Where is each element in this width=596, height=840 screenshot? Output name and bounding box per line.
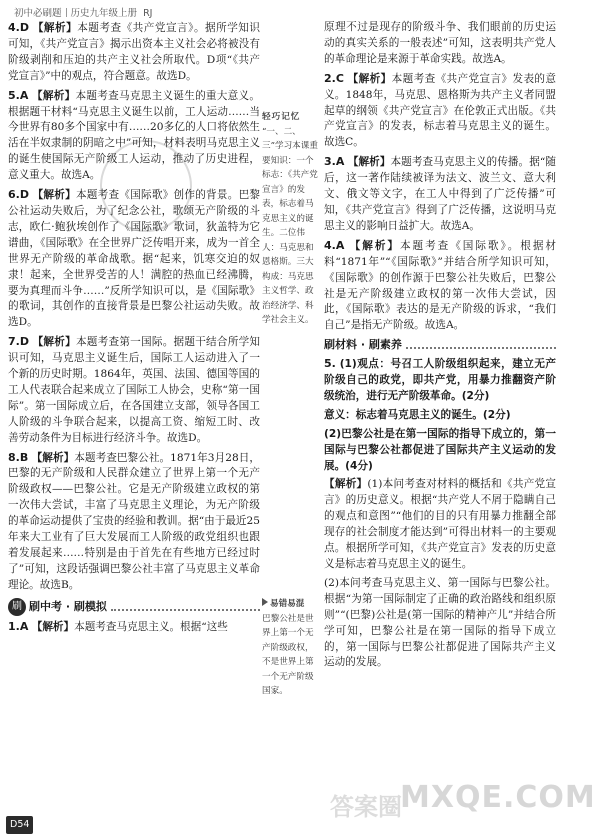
section-banner <box>8 598 260 616</box>
answer-p1b: 意义：标志着马克思主义的诞生。(2分) <box>324 408 511 421</box>
answer-item <box>8 187 260 331</box>
analysis-block <box>324 477 556 572</box>
answer-item <box>8 20 260 85</box>
answer-text: 本题考查马克思主义诞生的重大意义。根据题干材料“马克思主义诞生以前，工人运动……当今世界有80多个国家中有……20多亿的人口将依然生活在半奴隶制的阴暗之中”可知，材料表明马克思主义的诞生使国际无产阶级工人运动，推动了历史进程，意义重大。故选A。 <box>8 89 261 182</box>
answer-number: 5.A <box>8 88 29 102</box>
analysis-tag: 【解析】 <box>31 620 75 633</box>
answer-text: 本题考查马克思主义。根据“这些 <box>74 620 228 633</box>
answer-number: 1.A <box>8 619 29 633</box>
error-note <box>262 597 322 699</box>
dotted-divider <box>406 347 556 349</box>
watermark-text-top: 答案圈 <box>330 793 402 821</box>
answer-number: 6.D <box>8 188 29 202</box>
answer-number: 4.D <box>8 21 29 34</box>
answer-text: 原理不过是现存的阶级斗争、我们眼前的历史运动的真实关系的一般表述”可知，这表明共产党人的革命理论是来源于革命实践。故选A。 <box>324 21 556 65</box>
analysis-tag: 【解析】 <box>32 22 78 34</box>
answer-number: 4.A <box>324 238 345 252</box>
answer-item <box>8 450 260 594</box>
analysis-tag: 【解析】 <box>32 336 76 349</box>
answer-item <box>8 619 260 636</box>
answer-number: 3.A <box>324 155 345 169</box>
analysis-tag: 【解析】 <box>347 72 392 85</box>
arrow-icon <box>262 598 268 606</box>
analysis-tag: 【解析】 <box>32 89 76 102</box>
answer-number: 5. <box>324 357 336 371</box>
answer-text: 本题考查《国际歌》创作的背景。巴黎公社运动失败后，为了纪念公社，歌颂无产阶级的斗志，欧仁·鲍狄埃创作了《国际歌》歌词，狄盖特为它谱曲，《国际歌》在全世界广泛传唱开来，成为一首全世界无产阶级的革命战歌。据“起来，饥寒交迫的奴隶！起来，全世界受苦的人！满腔的热血已经沸腾，要为真理而斗争……”反所学知识可以，是《国际歌》的歌词，其创作的直接背景是巴黎公社运动失败。故选D。 <box>8 189 261 329</box>
analysis-tag: 【解析】 <box>349 239 400 252</box>
material-section-title: 刷材料 · 刷素养 <box>324 337 556 353</box>
note-title: 轻巧记忆 <box>262 112 301 122</box>
right-column <box>324 20 556 674</box>
answer-text: 本题考查《共产党宣言》发表的意义。1848年，马克思、恩格斯为共产主义者同盟起草的纲领《共产党宣言》在伦敦正式出版。《共产党宣言》的发表，标志着马克思主义的诞生。故选C。 <box>324 72 557 149</box>
answer-p1-label: (1)观点： <box>339 358 391 371</box>
dotted-divider <box>111 609 260 611</box>
left-column <box>8 20 260 639</box>
answer-number: 7.D <box>8 335 29 349</box>
analysis-tag: 【解析】 <box>32 189 76 202</box>
side-notes <box>262 110 322 334</box>
analysis-tag: 【解析】 <box>347 156 391 169</box>
answer-text: 本题考查《国际歌》。根据材料“1871年”“《国际歌》”并结合所学知识可知，《国际歌》的创作源于巴黎公社失败后，巴黎公社是无产阶级建立政权的第一次伟大尝试，因此，《国际歌》表达的是无产阶级的诉求，“我们自己”是指无产阶级。故选A。 <box>324 239 556 332</box>
analysis-block-2: (2)本问考查马克思主义、第一国际与巴黎公社。根据“为第一国际制定了正确的政治路线和组织原则”“(巴黎)公社是(第一国际的精神产儿”并结合所学可知，巴黎公社是在第一国际的指导下成立的，第一国际与巴黎公社都促进了国际共产主义运动的发展。 <box>324 576 556 669</box>
analysis-tag: 【解析】 <box>324 478 368 491</box>
answer-p2: (2)巴黎公社是在第一国际的指导下成立的，第一国际与巴黎公社都促进了国际共产主义运动的发展。(4分) <box>324 427 556 472</box>
answer-text: 本题考查巴黎公社。1871年3月28日，巴黎的无产阶级和人民群众建立了世界上第一个无产阶级政权——巴黎公社。它是无产阶级建立政权的第一次伟大尝试，丰富了马克思主义理论，为无产阶级的革命运动提供了宝贵的经验和教训。据“由于最近25年来大工业有了巨大发展而工人阶级的政党组织也跟着发展起来……特别是由于首先在有些地方已经过时了”可知，这段话强调巴黎公社丰富了马克思主义革命理论。故选B。 <box>8 451 261 591</box>
answer-item <box>324 356 556 405</box>
answer-number: 8.B <box>8 450 29 464</box>
answer-continuation <box>324 20 556 68</box>
answer-text: 本题考查第一国际。据题干结合所学知识可知，马克思主义诞生后，国际工人运动进入了一个新的历史时期。1864年，英国、法国、德国等国的工人代表联合起来成立了国际工人协会，史称“第一国际”。第一国际成立后，在各国建立支部，领导各国工人阶级的斗争联合起来，以提高工资、缩短工时、改善劳动条件为目标进行经济斗争。故选D。 <box>8 336 261 444</box>
analysis-tag: 【解析】 <box>31 451 75 464</box>
answer-number: 2.C <box>324 71 344 85</box>
answer-item <box>324 71 556 152</box>
analysis-text: (1)本问考查对材料的概括和《共产党宣言》的历史意义。根据“共产党人不屑于隐瞒自己的观点和意图”“他们的目的只有用暴力推翻全部现存的社会制度才能达到”可得出材料一的主要观点。根据所学可知，《共产党宣言》发表的历史意义是标志着马克思主义的诞生。 <box>324 478 556 570</box>
book-title: 初中必刷题 <box>14 8 62 19</box>
memory-note <box>262 110 322 328</box>
answer-item <box>8 334 260 446</box>
section-title: 刷中考 · 刷模拟 <box>29 599 107 613</box>
answer-item <box>324 154 556 235</box>
note-text: 巴黎公社是世界上第一个无产阶级政权，不是世界上第一个无产阶级国家。 <box>262 613 314 696</box>
watermark-text: MXQE.COM <box>400 780 596 815</box>
answer-text: 本题考查《共产党宣言》。据所学知识可知，《共产党宣言》揭示出资本主义社会必将被没有阶级剥削和压迫的共产主义社会所取代。D项“《共产党宣言》”中的观点，符合题意。故选D。 <box>8 22 260 82</box>
note-title: 易错易混 <box>270 599 305 609</box>
answer-item <box>8 88 260 184</box>
page-number: D54 <box>6 816 33 834</box>
edition-label: RJ <box>143 8 153 19</box>
answer-text: 本题考查马克思主义的传播。据“随后，这一著作陆续被译为法文、波兰文、意大利文、俄文等文字，在工人中得到了广泛传播”可知，《共产党宣言》得到了广泛传播，这说明马克思主义的影响日益扩大。故选A。 <box>324 156 556 232</box>
answer-item <box>324 238 556 334</box>
note-text: “一、二、三”学习本课重要知识：一个标志：《共产党宣言》的发表，标志着马克思主义的诞生。二位伟人：马克思和恩格斯。三大构成：马克思主义哲学、政治经济学、科学社会主义。 <box>262 126 318 325</box>
subject-title: 历史九年级上册 <box>70 8 138 19</box>
pen-icon: 刷 <box>8 598 26 616</box>
answer-p1: 号召工人阶级组织起来，建立无产阶级自己的政党，即共产党，用暴力推翻资产阶级统治，进行无产阶级革命。(2分) <box>324 358 556 402</box>
